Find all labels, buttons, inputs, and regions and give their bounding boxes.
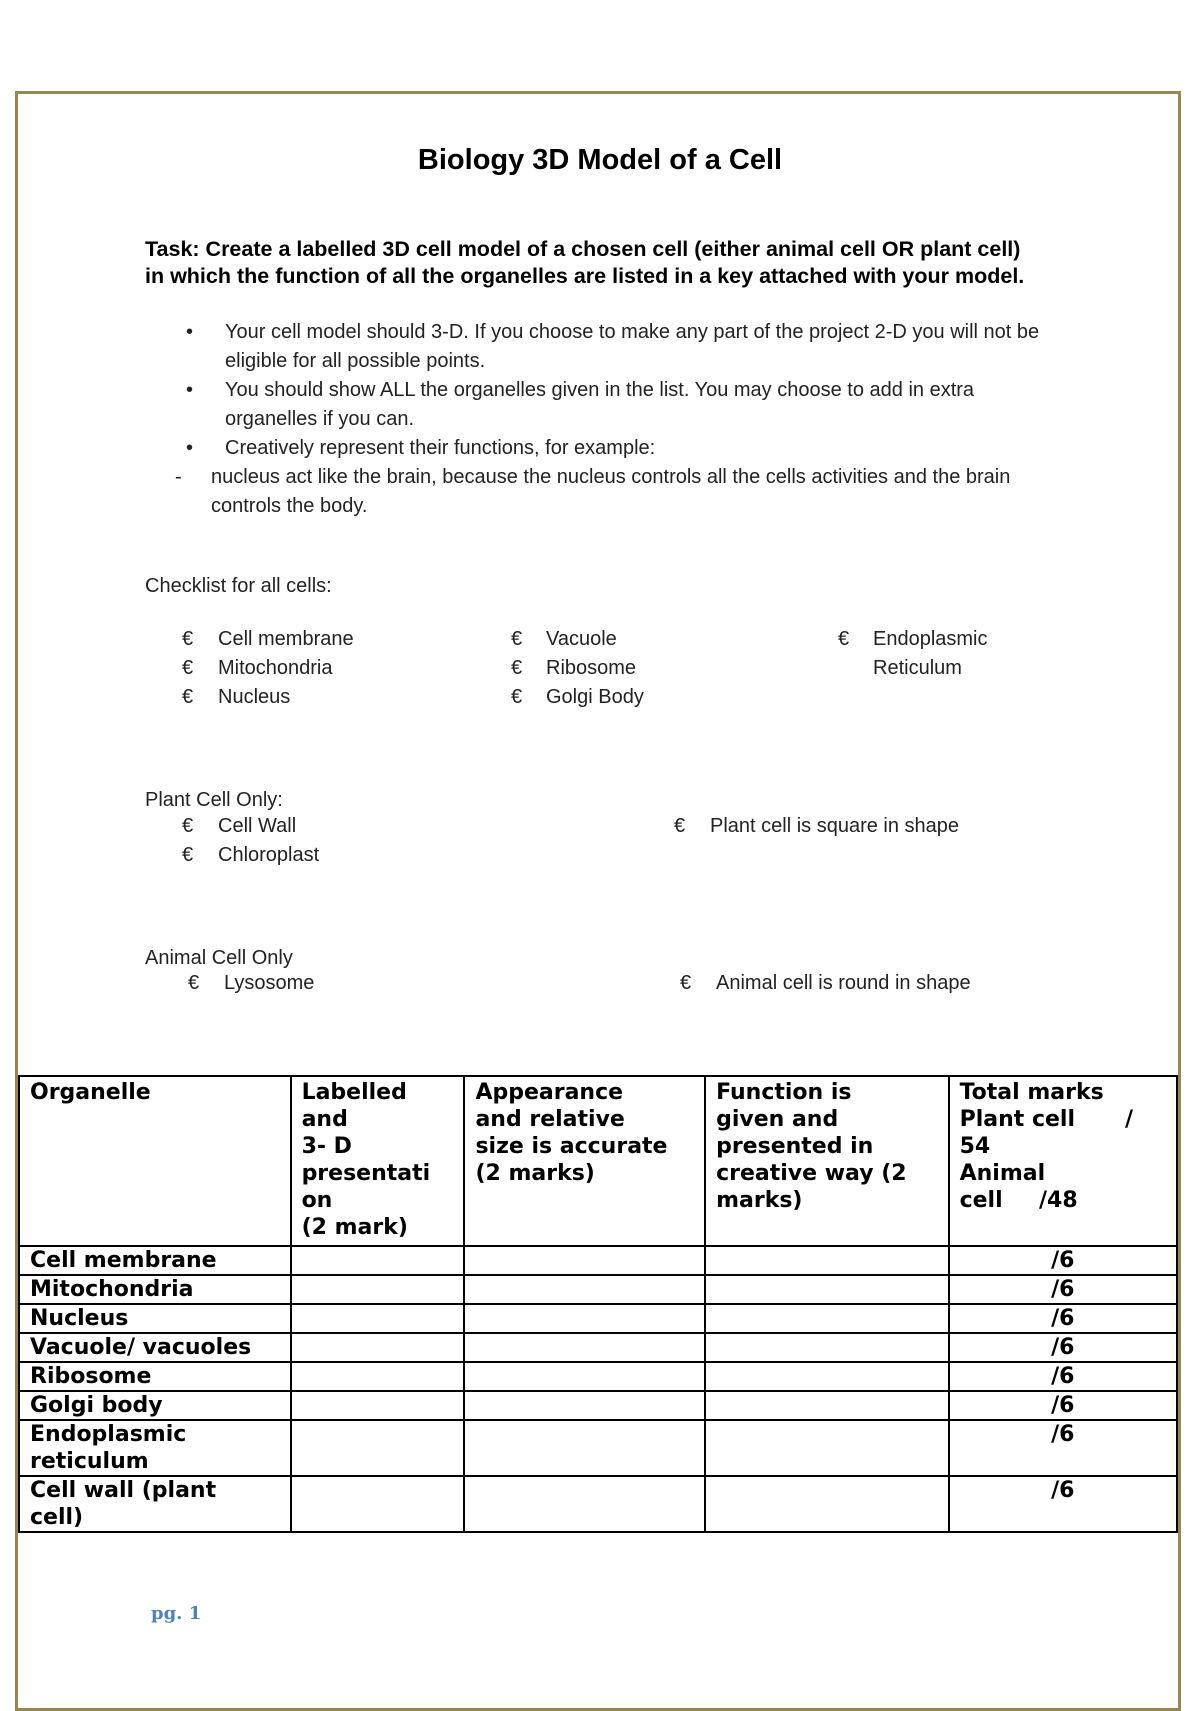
mark-cell[interactable] [291,1246,465,1275]
checkbox-icon[interactable]: € [182,686,194,708]
header-function: Function is given and presented in creative way (2 marks) [705,1076,949,1246]
mark-cell[interactable] [705,1246,949,1275]
organelle-cell: Vacuole/ vacuoles [19,1333,291,1362]
header-appearance: Appearance and relative size is accurate (2 marks) [464,1076,705,1246]
mark-cell[interactable] [464,1391,705,1420]
page-number: pg. 1 [151,1603,202,1624]
checkbox-icon[interactable]: € [182,657,194,679]
checklist-item: Nucleus [218,686,291,708]
task-description: Task: Create a labelled 3D cell model of a chosen cell (either animal cell OR plant cell) in which the function of all the organelles are listed in a key attached with your model. [145,237,1025,288]
checklist-heading: Checklist for all cells: [145,575,332,597]
organelle-cell: Cell wall (plant cell) [19,1476,291,1532]
mark-cell[interactable] [705,1476,949,1532]
total-cell: /6 [949,1476,1177,1532]
mark-cell[interactable] [705,1275,949,1304]
mark-cell[interactable] [464,1420,705,1476]
table-row [19,1420,1177,1476]
checklist-item: Vacuole [546,628,617,650]
mark-cell[interactable] [464,1275,705,1304]
page-title: Biology 3D Model of a Cell [417,144,783,176]
mark-cell[interactable] [291,1391,465,1420]
total-cell: /6 [949,1275,1177,1304]
plant-shape: Plant cell is square in shape [710,815,960,837]
checklist-item: Reticulum [873,657,962,679]
organelle-cell: Mitochondria [19,1275,291,1304]
table-header-row [19,1076,1177,1246]
header-labelled: Labelled and 3- D presentati on (2 mark) [291,1076,465,1246]
animal-item: Lysosome [224,972,315,994]
checklist-item: Ribosome [546,657,637,679]
table-row [19,1333,1177,1362]
organelle-cell: Cell membrane [19,1246,291,1275]
bullet-icon: • [186,437,194,459]
mark-cell[interactable] [705,1391,949,1420]
checklist-item: Mitochondria [218,657,333,679]
animal-heading: Animal Cell Only [145,947,293,969]
mark-cell[interactable] [464,1476,705,1532]
table-row [19,1362,1177,1391]
list-item [180,318,1060,376]
mark-cell[interactable] [705,1304,949,1333]
plant-item: Cell Wall [218,815,297,837]
instruction-list [175,318,1060,521]
mark-cell[interactable] [705,1333,949,1362]
total-cell: /6 [949,1420,1177,1476]
bullet-text: You should show ALL the organelles given in the list. You may choose to add in extra organelles if you can. [225,379,975,430]
checklist-item: Golgi Body [546,686,644,708]
organelle-cell: Golgi body [19,1391,291,1420]
mark-cell[interactable] [291,1420,465,1476]
organelle-cell: Nucleus [19,1304,291,1333]
checkbox-icon[interactable]: € [182,628,194,650]
table-row [19,1275,1177,1304]
example-item [173,463,1060,521]
checkbox-icon[interactable]: € [188,972,200,994]
bullet-text: Creatively represent their functions, for example: [225,437,656,459]
organelle-cell: Ribosome [19,1362,291,1391]
header-total: Total marks Plant cell / 54 Animal cell /48 [949,1076,1177,1246]
checkbox-icon[interactable]: € [182,815,194,837]
checklist-item: Cell membrane [218,628,354,650]
plant-heading: Plant Cell Only: [145,789,283,811]
checklist-item: Endoplasmic [873,628,988,650]
total-cell: /6 [949,1304,1177,1333]
bullet-text: Your cell model should 3-D. If you choose to make any part of the project 2-D you will not be eligible for all possible points. [225,321,1040,372]
organelle-cell: Endoplasmic reticulum [19,1420,291,1476]
table-row [19,1476,1177,1532]
example-text: nucleus act like the brain, because the nucleus controls all the cells activities and the brain controls the body. [211,466,1011,517]
plant-item: Chloroplast [218,844,320,866]
bullet-icon: • [186,321,194,343]
dash-icon: - [175,466,182,488]
checkbox-icon[interactable]: € [674,815,686,837]
table-row [19,1304,1177,1333]
mark-cell[interactable] [291,1304,465,1333]
checkbox-icon[interactable]: € [838,628,850,650]
mark-cell[interactable] [705,1362,949,1391]
checkbox-icon[interactable]: € [511,657,523,679]
mark-cell[interactable] [464,1333,705,1362]
list-item [180,376,1060,434]
mark-cell[interactable] [464,1304,705,1333]
animal-shape: Animal cell is round in shape [716,972,971,994]
table-row [19,1246,1177,1275]
mark-cell[interactable] [291,1333,465,1362]
total-cell: /6 [949,1333,1177,1362]
header-organelle: Organelle [19,1076,291,1246]
checkbox-icon[interactable]: € [511,628,523,650]
list-item [180,434,1060,463]
checkbox-icon[interactable]: € [680,972,692,994]
bullet-icon: • [186,379,194,401]
total-cell: /6 [949,1391,1177,1420]
checkbox-icon[interactable]: € [182,844,194,866]
total-cell: /6 [949,1246,1177,1275]
mark-cell[interactable] [291,1476,465,1532]
marks-table [18,1075,1178,1533]
checkbox-icon[interactable]: € [511,686,523,708]
mark-cell[interactable] [705,1420,949,1476]
table-row [19,1391,1177,1420]
mark-cell[interactable] [291,1275,465,1304]
mark-cell[interactable] [291,1362,465,1391]
total-cell: /6 [949,1362,1177,1391]
mark-cell[interactable] [464,1246,705,1275]
mark-cell[interactable] [464,1362,705,1391]
